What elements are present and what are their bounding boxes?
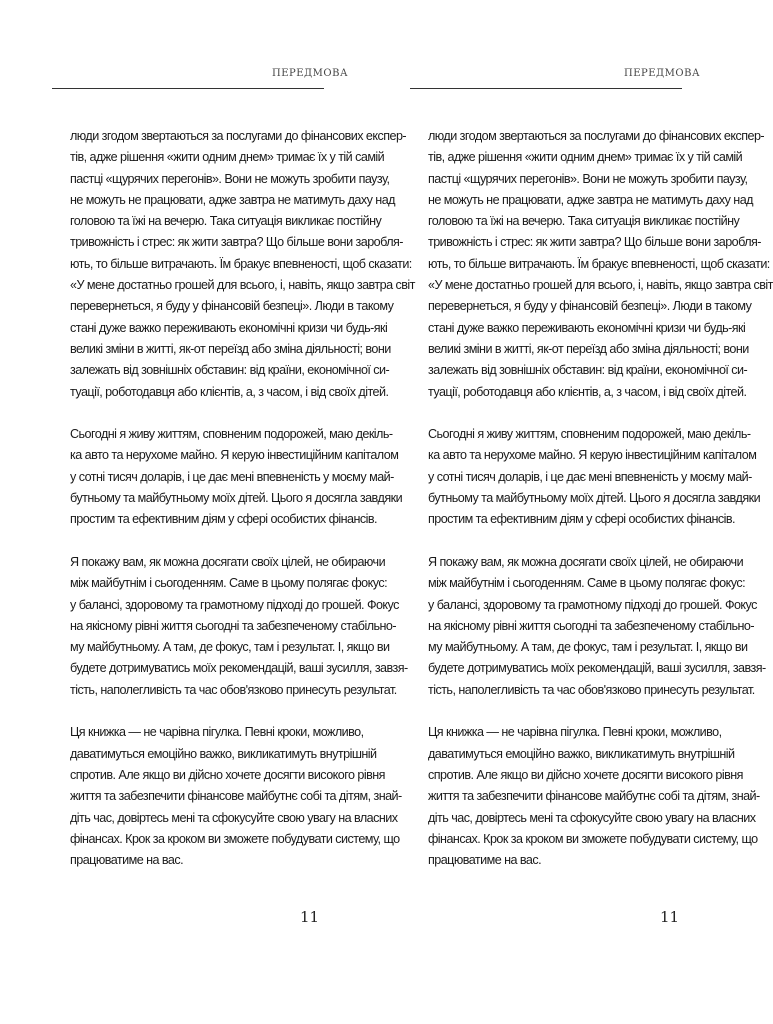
text-line: даватимуться емоційно важко, викликатимуть внутрішній — [70, 746, 377, 761]
text-line: ка авто та нерухоме майно. Я керую інвестиційним капіталом — [70, 448, 399, 463]
text-line: «У мене достатньо грошей для всього, і, навіть, якщо завтра світ — [70, 278, 415, 293]
running-head: ПЕРЕДМОВА — [624, 68, 701, 79]
page-number: 11 — [660, 908, 680, 926]
text-line: великі зміни в житті, як-от переїзд або зміна діяльності; вони — [428, 341, 749, 356]
text-line: тривожність і стрес: як жити завтра? Що більше вони заробля- — [70, 235, 403, 250]
text-line: простим та ефективним діям у сфері особистих фінансів. — [428, 512, 736, 527]
text-line: працюватиме на вас. — [428, 853, 542, 868]
text-line: му майбутньому. А там, де фокус, там і результат. І, якщо ви — [428, 640, 748, 655]
body-text — [410, 126, 773, 893]
text-line: у сотні тисяч доларів, і це дає мені впевненість у моєму май- — [428, 469, 752, 484]
text-line: перевернеться, я буду у фінансовій безпеці». Люди в такому — [428, 299, 752, 314]
paragraph — [410, 126, 773, 403]
text-line: стані дуже важко переживають економічні кризи чи будь-які — [428, 320, 746, 335]
text-line: тість, наполегливість та час обов'язково принесуть результат. — [70, 682, 397, 697]
paragraph — [410, 424, 761, 530]
text-line: на якісному рівні життя сьогодні та забезпеченому стабільно- — [70, 618, 397, 633]
text-line: «У мене достатньо грошей для всього, і, навіть, якщо завтра світ — [428, 278, 773, 293]
text-line: Я покажу вам, як можна досягати своїх цілей, не обираючи — [428, 554, 744, 569]
body-text — [52, 126, 415, 893]
text-line: бутньому та майбутньому моїх дітей. Цього я досягла завдяки — [70, 491, 403, 506]
text-line: му майбутньому. А там, де фокус, там і результат. І, якщо ви — [70, 640, 390, 655]
text-line: працюватиме на вас. — [70, 853, 184, 868]
text-line: Ця книжка — не чарівна пігулка. Певні кроки, можливо, — [70, 725, 364, 740]
text-line: не можуть не працювати, адже завтра не матимуть даху над — [70, 192, 395, 207]
text-line: спротив. Але якщо ви дійсно хочете досягти високого рівня — [428, 767, 743, 782]
paragraph — [52, 126, 415, 403]
text-line: тів, адже рішення «жити одним днем» тримає їх у тій самій — [428, 150, 743, 165]
text-line: між майбутнім і сьогоденням. Саме в цьому полягає фокус: — [70, 576, 388, 591]
text-line: життя та забезпечити фінансове майбутнє собі та дітям, знай- — [428, 789, 760, 804]
text-line: тість, наполегливість та час обов'язково принесуть результат. — [428, 682, 755, 697]
text-line: спротив. Але якщо ви дійсно хочете досягти високого рівня — [70, 767, 385, 782]
text-line: бутньому та майбутньому моїх дітей. Цього я досягла завдяки — [428, 491, 761, 506]
text-line: Я покажу вам, як можна досягати своїх цілей, не обираючи — [70, 554, 386, 569]
text-line: фінансах. Крок за кроком ви зможете побудувати систему, що — [428, 831, 758, 846]
text-line: залежать від зовнішніх обставин: від країни, економічної си- — [428, 363, 748, 378]
paragraph — [52, 722, 402, 871]
text-line: будете дотримуватись моїх рекомендацій, ваші зусилля, завзя- — [70, 661, 408, 676]
header-rule — [52, 88, 324, 89]
paragraph — [410, 552, 766, 701]
text-line: у сотні тисяч доларів, і це дає мені впевненість у моєму май- — [70, 469, 394, 484]
text-line: перевернеться, я буду у фінансовій безпеці». Люди в такому — [70, 299, 394, 314]
text-line: пастці «щурячих перегонів». Вони не можуть зробити паузу, — [428, 171, 748, 186]
running-head: ПЕРЕДМОВА — [272, 68, 349, 79]
text-line: люди згодом звертаються за послугами до фінансових експер- — [70, 129, 407, 143]
right-page — [358, 0, 773, 1024]
header-rule — [410, 88, 682, 89]
text-line: діть час, довіртесь мені та сфокусуйте свою увагу на власних — [70, 810, 398, 825]
text-line: великі зміни в житті, як-от переїзд або зміна діяльності; вони — [70, 341, 391, 356]
text-line: стані дуже важко переживають економічні кризи чи будь-які — [70, 320, 388, 335]
text-line: між майбутнім і сьогоденням. Саме в цьому полягає фокус: — [428, 576, 746, 591]
text-line: тривожність і стрес: як жити завтра? Що більше вони заробля- — [428, 235, 761, 250]
text-line: у балансі, здоровому та грамотному підході до грошей. Фокус — [70, 597, 399, 612]
text-line: у балансі, здоровому та грамотному підході до грошей. Фокус — [428, 597, 757, 612]
text-line: туації, роботодавця або клієнтів, а, з часом, і від своїх дітей. — [428, 384, 747, 399]
text-line: ють, то більше витрачають. Їм бракує впевненості, щоб сказати: — [428, 256, 770, 271]
paragraph — [52, 552, 408, 701]
text-line: туації, роботодавця або клієнтів, а, з часом, і від своїх дітей. — [70, 384, 389, 399]
text-line: не можуть не працювати, адже завтра не матимуть даху над — [428, 192, 753, 207]
page-number: 11 — [300, 908, 320, 926]
text-line: будете дотримуватись моїх рекомендацій, ваші зусилля, завзя- — [428, 661, 766, 676]
text-line: простим та ефективним діям у сфері особистих фінансів. — [70, 512, 378, 527]
text-line: залежать від зовнішніх обставин: від країни, економічної си- — [70, 363, 390, 378]
text-line: Ця книжка — не чарівна пігулка. Певні кроки, можливо, — [428, 725, 722, 740]
text-line: даватимуться емоційно важко, викликатимуть внутрішній — [428, 746, 735, 761]
text-line: Сьогодні я живу життям, сповненим подорожей, маю декіль- — [428, 427, 751, 442]
text-line: головою та їжі на вечерю. Така ситуація викликає постійну — [70, 214, 382, 229]
text-line: головою та їжі на вечерю. Така ситуація викликає постійну — [428, 214, 740, 229]
text-line: діть час, довіртесь мені та сфокусуйте свою увагу на власних — [428, 810, 756, 825]
paragraph — [410, 722, 760, 871]
text-line: життя та забезпечити фінансове майбутнє собі та дітям, знай- — [70, 789, 402, 804]
text-line: тів, адже рішення «жити одним днем» тримає їх у тій самій — [70, 150, 385, 165]
text-line: ка авто та нерухоме майно. Я керую інвестиційним капіталом — [428, 448, 757, 463]
text-line: люди згодом звертаються за послугами до фінансових експер- — [428, 129, 765, 143]
text-line: ють, то більше витрачають. Їм бракує впевненості, щоб сказати: — [70, 256, 412, 271]
text-line: пастці «щурячих перегонів». Вони не можуть зробити паузу, — [70, 171, 390, 186]
text-line: Сьогодні я живу життям, сповненим подорожей, маю декіль- — [70, 427, 393, 442]
paragraph — [52, 424, 403, 530]
text-line: фінансах. Крок за кроком ви зможете побудувати систему, що — [70, 831, 400, 846]
text-line: на якісному рівні життя сьогодні та забезпеченому стабільно- — [428, 618, 755, 633]
